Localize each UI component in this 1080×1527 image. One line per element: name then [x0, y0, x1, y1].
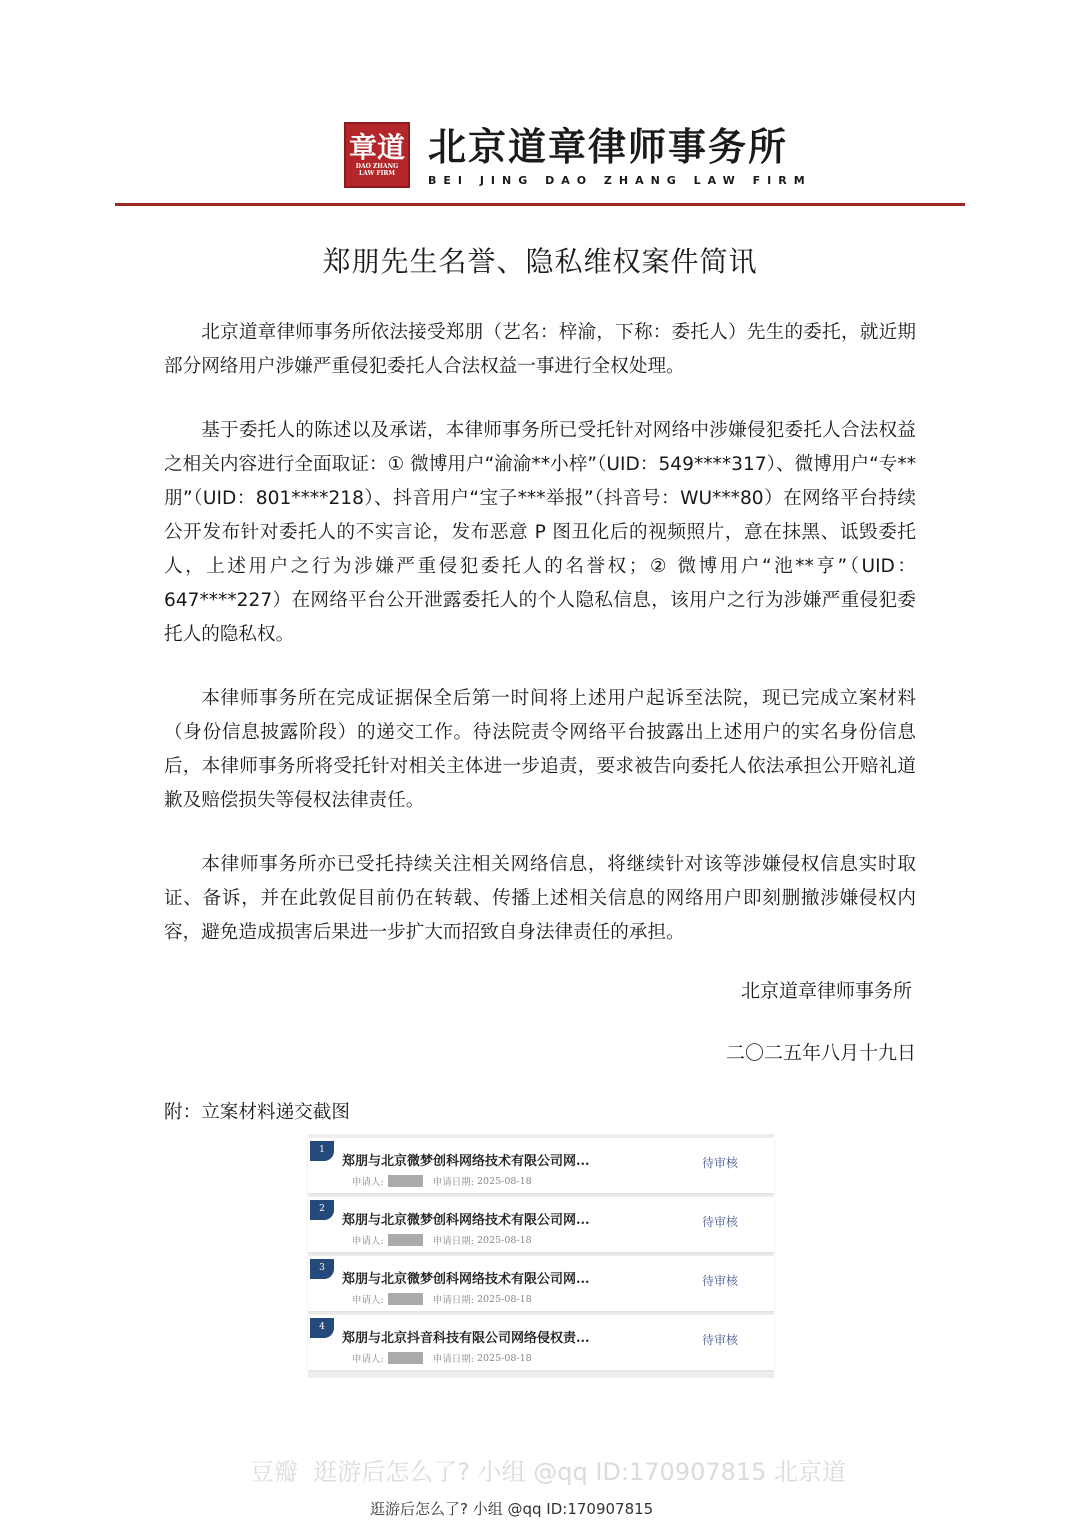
case-meta: [352, 1351, 532, 1365]
case-title: 郑朋与北京微梦创科网络技术有限公司网...: [342, 1272, 590, 1287]
case-date: 2025-08-18: [476, 1352, 532, 1364]
case-number: 2: [310, 1200, 334, 1220]
applicant-label: 申请人:: [352, 1295, 384, 1306]
case-item: [308, 1197, 774, 1252]
firm-logo: [344, 122, 812, 188]
firm-name-en: BEI JING DAO ZHANG LAW FIRM: [428, 174, 812, 187]
watermark-overlay: 逛游后怎么了? 小组 @qq ID:170907815: [370, 1500, 654, 1518]
date-label: 申请日期:: [432, 1177, 474, 1188]
case-date: 2025-08-18: [476, 1175, 532, 1187]
document-content: [164, 316, 916, 1378]
date-label: 申请日期:: [432, 1236, 474, 1247]
document-date: 二〇二五年八月十九日: [725, 1042, 916, 1064]
document-title: 郑朋先生名誉、隐私维权案件简讯: [322, 245, 758, 278]
applicant-label: 申请人:: [352, 1177, 384, 1188]
paragraph: 本律师事务所亦已受托持续关注相关网络信息，将继续针对该等涉嫌侵权信息实时取证、备诉，并在此敦促目前仍在转载、传播上述相关信息的网络用户即刻删撤涉嫌侵权内容，避免造成损害后果进一步扩大而招致自身法律责任的承担。: [164, 854, 916, 943]
redacted-applicant: [388, 1352, 423, 1364]
case-meta: [352, 1233, 532, 1247]
firm-name-cn: 北京道章律师事务所: [428, 124, 789, 169]
case-number: 1: [310, 1141, 334, 1161]
redacted-applicant: [388, 1234, 423, 1246]
date-label: 申请日期:: [432, 1354, 474, 1365]
case-date: 2025-08-18: [476, 1234, 532, 1246]
status-badge: 待审核: [702, 1274, 739, 1288]
case-title: 郑朋与北京微梦创科网络技术有限公司网...: [342, 1154, 590, 1169]
attachment-label: 附：立案材料递交截图: [164, 1102, 350, 1123]
date-label: 申请日期:: [432, 1295, 474, 1306]
case-number: 4: [310, 1318, 334, 1338]
redacted-applicant: [388, 1175, 423, 1187]
case-date: 2025-08-18: [476, 1293, 532, 1305]
case-item: [308, 1138, 774, 1193]
document-body: [164, 316, 916, 950]
status-badge: 待审核: [702, 1215, 739, 1229]
header-divider: [115, 203, 965, 206]
paragraph: 基于委托人的陈述以及承诺，本律师事务所已受托针对网络中涉嫌侵犯委托人合法权益之相关内容进行全面取证：① 微博用户“渝渝**小梓”（UID：549****317）、微博用户“专**朋”（UID：801****218）、抖音用户“宝子***举报”（抖音号：WU***80）在网络平台持续公开发布针对委托人的不实言论，发布恶意 P 图丑化后的视频照片，意在抹黑、诋毁委托人，上述用户之行为涉嫌严重侵犯委托人的名誉权；② 微博用户“池**亨”（UID：647****227）在网络平台公开泄露委托人的个人隐私信息，该用户之行为涉嫌严重侵犯委托人的隐私权。: [164, 420, 916, 645]
case-list-screenshot: [308, 1134, 774, 1378]
watermark: 豆瓣 逛游后怎么了? 小组 @qq ID:170907815 北京道: [250, 1458, 847, 1486]
redacted-applicant: [388, 1293, 423, 1305]
case-meta: [352, 1174, 532, 1188]
applicant-label: 申请人:: [352, 1236, 384, 1247]
case-title: 郑朋与北京抖音科技有限公司网络侵权责...: [342, 1331, 590, 1346]
case-item: [308, 1256, 774, 1311]
paragraph: 北京道章律师事务所依法接受郑朋（艺名：梓渝，下称：委托人）先生的委托，就近期部分网络用户涉嫌严重侵犯委托人合法权益一事进行全权处理。: [164, 322, 916, 377]
case-number: 3: [310, 1259, 334, 1279]
case-title: 郑朋与北京微梦创科网络技术有限公司网...: [342, 1213, 590, 1228]
signature: 北京道章律师事务所: [740, 980, 912, 1002]
applicant-label: 申请人:: [352, 1354, 384, 1365]
seal-logo: 章道 DAO ZHANG LAW FIRM: [344, 122, 410, 188]
case-meta: [352, 1292, 532, 1306]
status-badge: 待审核: [702, 1333, 739, 1347]
status-badge: 待审核: [702, 1156, 739, 1170]
paragraph: 本律师事务所在完成证据保全后第一时间将上述用户起诉至法院，现已完成立案材料（身份信息披露阶段）的递交工作。待法院责令网络平台披露出上述用户的实名身份信息后，本律师事务所将受托针对相关主体进一步追责，要求被告向委托人依法承担公开赔礼道歉及赔偿损失等侵权法律责任。: [164, 688, 916, 811]
case-item: [308, 1315, 774, 1370]
